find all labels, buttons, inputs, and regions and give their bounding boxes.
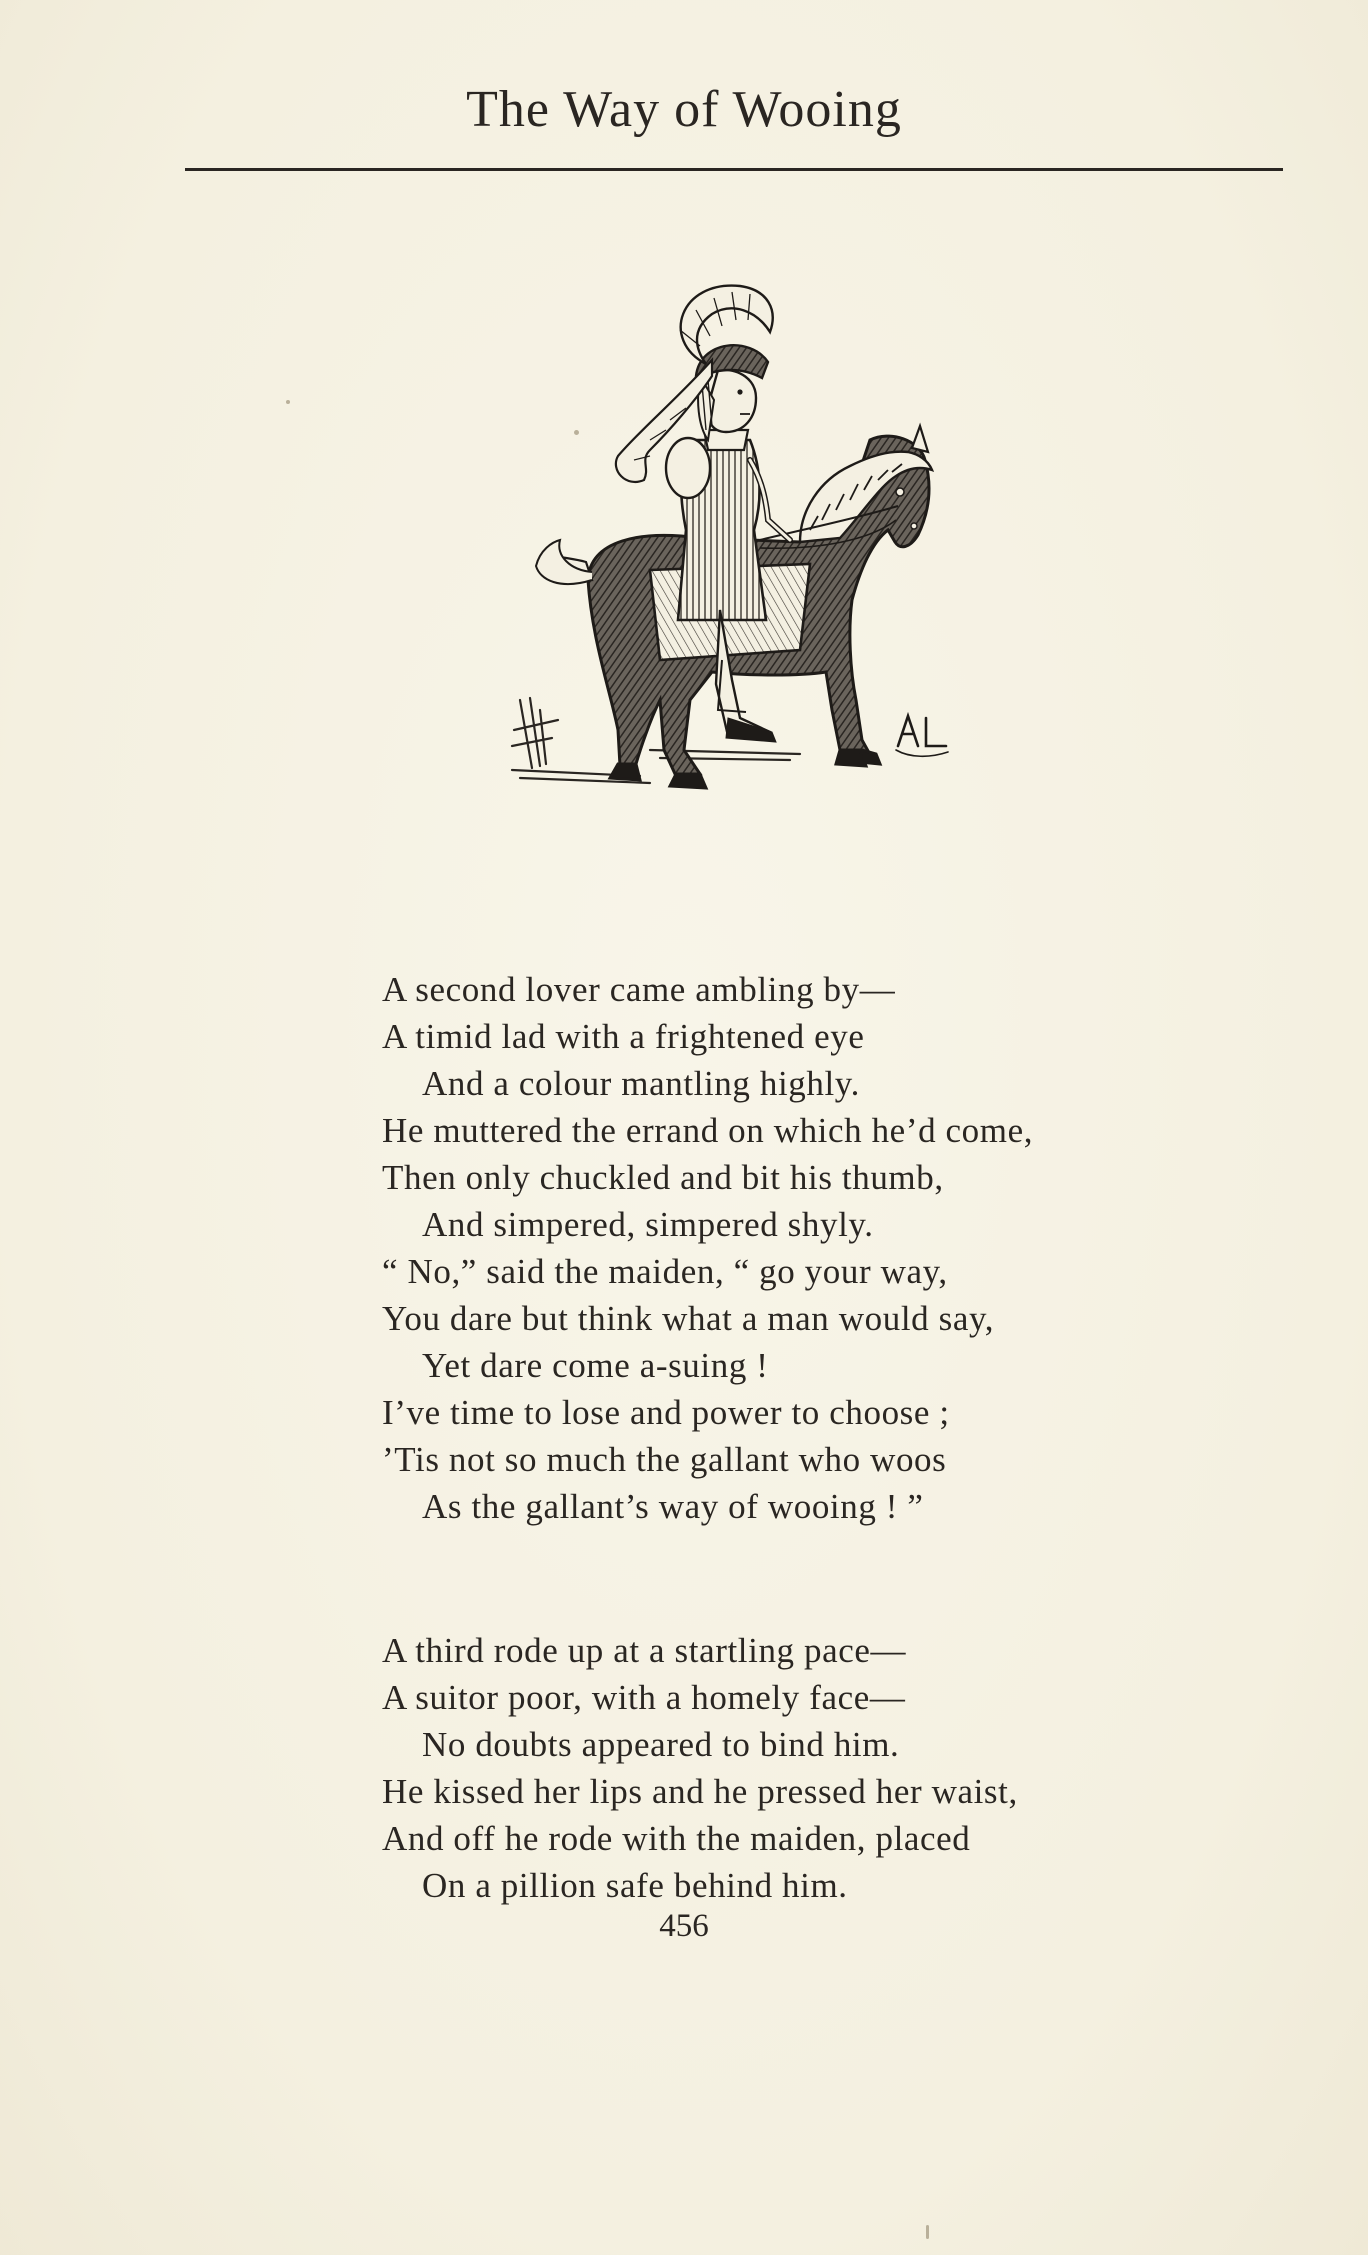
page-number: 456 bbox=[659, 1908, 709, 1944]
verse-line: On a pillion safe behind him. bbox=[422, 1866, 848, 1905]
artist-monogram bbox=[896, 716, 948, 756]
rider-on-pony-icon bbox=[500, 280, 970, 820]
verse-line: And off he rode with the maiden, placed bbox=[382, 1819, 971, 1858]
verse-line: “ No,” said the maiden, “ go your way, bbox=[382, 1252, 948, 1291]
head-rule bbox=[185, 168, 1283, 171]
verse-line: I’ve time to lose and power to choose ; bbox=[382, 1393, 950, 1432]
paper-speck bbox=[926, 2225, 929, 2239]
paper-speck bbox=[286, 400, 290, 404]
verse-line: A suitor poor, with a homely face— bbox=[382, 1678, 906, 1717]
verse-line: ’Tis not so much the gallant who woos bbox=[382, 1440, 947, 1479]
paper-speck bbox=[574, 430, 579, 435]
verse-line: Yet dare come a-suing ! bbox=[422, 1346, 769, 1385]
verse-line: And simpered, simpered shyly. bbox=[422, 1205, 874, 1244]
verse-line: Then only chuckled and bit his thumb, bbox=[382, 1158, 944, 1197]
verse-line: A third rode up at a startling pace— bbox=[382, 1631, 907, 1670]
verse-line: As the gallant’s way of wooing ! ” bbox=[422, 1487, 924, 1526]
verse-line: No doubts appeared to bind him. bbox=[422, 1725, 900, 1764]
verse-line: A second lover came ambling by— bbox=[382, 970, 896, 1009]
stanza-2 bbox=[382, 1627, 1282, 1909]
stanza-1 bbox=[382, 966, 1282, 1530]
verse-line: And a colour mantling highly. bbox=[422, 1064, 860, 1103]
verse-line: He kissed her lips and he pressed her waist, bbox=[382, 1772, 1018, 1811]
verse-line: A timid lad with a frightened eye bbox=[382, 1017, 865, 1056]
verse-line: He muttered the errand on which he’d come, bbox=[382, 1111, 1034, 1150]
running-head: The Way of Wooing bbox=[466, 81, 902, 138]
verse-line: You dare but think what a man would say, bbox=[382, 1299, 995, 1338]
